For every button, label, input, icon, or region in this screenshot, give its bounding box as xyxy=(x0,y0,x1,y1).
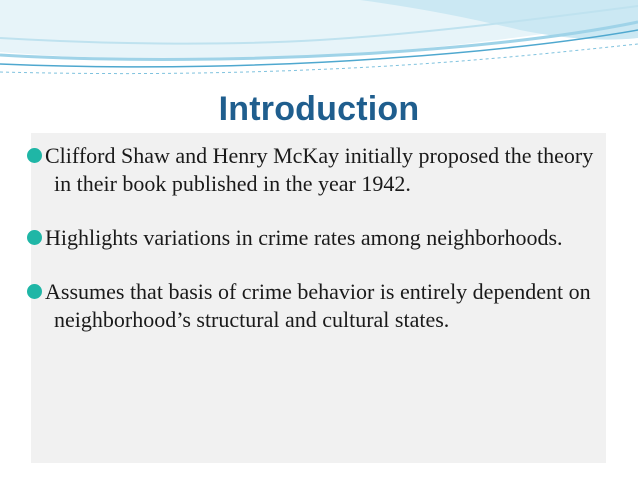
bullet-circle-icon xyxy=(27,284,42,299)
bullet-item xyxy=(39,142,598,198)
bullet-text: Highlights variations in crime rates among neighborhoods. xyxy=(45,225,563,250)
slide-title: Introduction xyxy=(218,90,420,128)
bullet-text: Assumes that basis of crime behavior is entirely dependent on neighborhood’s structural and cultural states. xyxy=(45,279,591,332)
bullet-item xyxy=(39,224,598,252)
bullet-text: Clifford Shaw and Henry McKay initially proposed the theory in their book published in the year 1942. xyxy=(45,143,594,196)
bullet-content-box xyxy=(31,133,606,463)
bullet-circle-icon xyxy=(27,230,42,245)
bullet-circle-icon xyxy=(27,148,42,163)
bullet-item xyxy=(39,278,598,334)
header-wave-decoration xyxy=(0,0,638,80)
